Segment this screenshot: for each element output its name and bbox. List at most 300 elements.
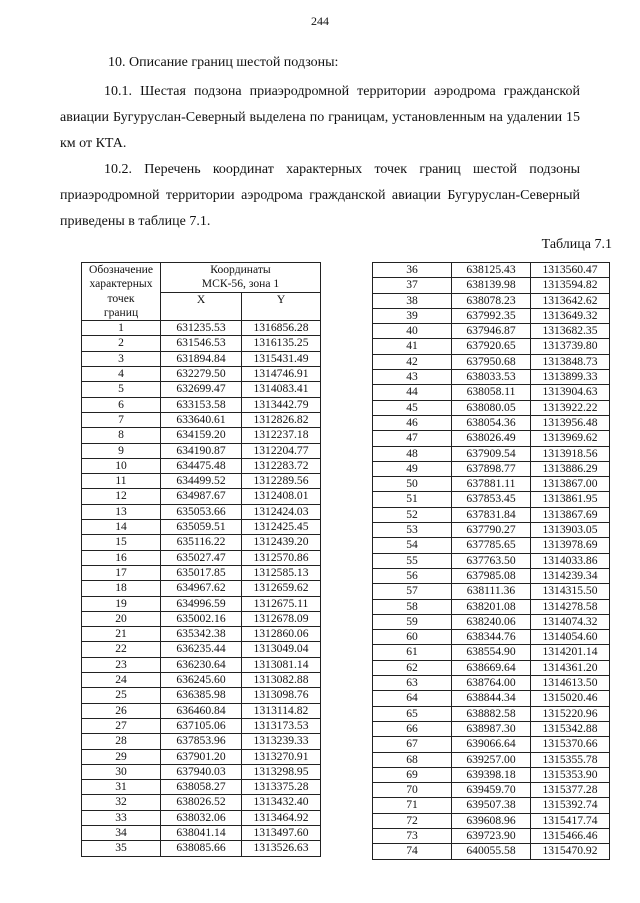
point-number-cell: 37: [373, 278, 452, 293]
point-number-cell: 42: [373, 354, 452, 369]
point-number-cell: 59: [373, 614, 452, 629]
table-row: [82, 703, 321, 718]
y-coordinate-cell: 1312289.56: [242, 474, 321, 489]
y-coordinate-cell: 1313497.60: [242, 825, 321, 840]
point-number-cell: 39: [373, 308, 452, 323]
y-coordinate-cell: 1314083.41: [242, 382, 321, 397]
y-coordinate-cell: 1315220.96: [531, 706, 610, 721]
point-number-cell: 45: [373, 400, 452, 415]
x-coordinate-cell: 634996.59: [161, 596, 242, 611]
y-coordinate-cell: 1313432.40: [242, 795, 321, 810]
point-number-cell: 9: [82, 443, 161, 458]
x-coordinate-cell: 633640.61: [161, 412, 242, 427]
table-row: [373, 767, 610, 782]
table-row: [373, 798, 610, 813]
point-number-cell: 73: [373, 828, 452, 843]
y-coordinate-cell: 1315342.88: [531, 721, 610, 736]
x-coordinate-cell: 638058.27: [161, 780, 242, 795]
x-coordinate-cell: 638058.11: [452, 385, 531, 400]
point-number-cell: 74: [373, 844, 452, 859]
section-heading: 10. Описание границ шестой подзоны:: [108, 55, 339, 70]
point-number-cell: 26: [82, 703, 161, 718]
table-row: [373, 492, 610, 507]
table-row: [373, 446, 610, 461]
x-coordinate-cell: 639066.64: [452, 737, 531, 752]
table-row: [373, 339, 610, 354]
x-coordinate-cell: 638764.00: [452, 676, 531, 691]
point-number-cell: 5: [82, 382, 161, 397]
table-row: [373, 691, 610, 706]
y-coordinate-cell: 1313560.47: [531, 263, 610, 278]
point-number-cell: 64: [373, 691, 452, 706]
x-coordinate-cell: 639398.18: [452, 767, 531, 782]
point-number-cell: 11: [82, 474, 161, 489]
y-coordinate-cell: 1313886.29: [531, 461, 610, 476]
point-number-cell: 66: [373, 721, 452, 736]
x-coordinate-cell: 635002.16: [161, 611, 242, 626]
table-row: [373, 614, 610, 629]
point-header: [82, 263, 161, 321]
table-row: [82, 673, 321, 688]
x-coordinate-cell: 633153.58: [161, 397, 242, 412]
table-row: [373, 783, 610, 798]
point-number-cell: 6: [82, 397, 161, 412]
point-header-line: точек: [107, 291, 135, 305]
point-number-cell: 67: [373, 737, 452, 752]
x-coordinate-cell: 637831.84: [452, 507, 531, 522]
y-coordinate-cell: 1312283.72: [242, 458, 321, 473]
point-number-cell: 63: [373, 676, 452, 691]
x-coordinate-cell: 636385.98: [161, 688, 242, 703]
page-number: 244: [311, 14, 329, 28]
table-row: [82, 520, 321, 535]
point-number-cell: 55: [373, 553, 452, 568]
y-coordinate-cell: 1314613.50: [531, 676, 610, 691]
table-row: [82, 382, 321, 397]
point-number-cell: 65: [373, 706, 452, 721]
y-coordinate-cell: 1314239.34: [531, 568, 610, 583]
x-coordinate-cell: 638344.76: [452, 630, 531, 645]
x-coordinate-cell: 634967.62: [161, 581, 242, 596]
point-number-cell: 44: [373, 385, 452, 400]
table-row: [373, 263, 610, 278]
table-row: [82, 397, 321, 412]
x-coordinate-cell: 638080.05: [452, 400, 531, 415]
table-caption: Таблица 7.1: [541, 237, 612, 252]
point-number-cell: 57: [373, 584, 452, 599]
x-coordinate-cell: 637985.08: [452, 568, 531, 583]
y-coordinate-cell: 1315377.28: [531, 783, 610, 798]
y-coordinate-cell: 1315355.78: [531, 752, 610, 767]
point-number-cell: 25: [82, 688, 161, 703]
x-coordinate-cell: 638201.08: [452, 599, 531, 614]
y-coordinate-cell: 1312678.09: [242, 611, 321, 626]
y-coordinate-cell: 1313239.33: [242, 734, 321, 749]
y-coordinate-cell: 1312425.45: [242, 520, 321, 535]
table-row: [373, 706, 610, 721]
y-coordinate-cell: 1315392.74: [531, 798, 610, 813]
x-coordinate-cell: 632279.50: [161, 367, 242, 382]
point-number-cell: 12: [82, 489, 161, 504]
table-row: [82, 550, 321, 565]
y-coordinate-cell: 1315466.46: [531, 828, 610, 843]
x-coordinate-cell: 635116.22: [161, 535, 242, 550]
table-row: [373, 354, 610, 369]
point-number-cell: 72: [373, 813, 452, 828]
x-coordinate-cell: 637898.77: [452, 461, 531, 476]
point-number-cell: 50: [373, 477, 452, 492]
table-row: [82, 443, 321, 458]
y-coordinate-cell: 1313899.33: [531, 370, 610, 385]
point-number-cell: 21: [82, 627, 161, 642]
table-row: [373, 828, 610, 843]
coords-header: [161, 263, 321, 293]
table-row: [373, 523, 610, 538]
x-coordinate-cell: 637853.45: [452, 492, 531, 507]
x-coordinate-cell: 637946.87: [452, 324, 531, 339]
table-row: [373, 507, 610, 522]
table-row: [82, 458, 321, 473]
point-number-cell: 16: [82, 550, 161, 565]
table-row: [82, 611, 321, 626]
x-coordinate-cell: 638033.53: [452, 370, 531, 385]
y-coordinate-cell: 1313904.63: [531, 385, 610, 400]
point-number-cell: 19: [82, 596, 161, 611]
y-coordinate-cell: 1315417.74: [531, 813, 610, 828]
y-coordinate-cell: 1312204.77: [242, 443, 321, 458]
x-header: X: [161, 292, 242, 321]
point-number-cell: 13: [82, 504, 161, 519]
x-coordinate-cell: 635017.85: [161, 565, 242, 580]
point-number-cell: 70: [373, 783, 452, 798]
y-coordinate-cell: 1312237.18: [242, 428, 321, 443]
y-coordinate-cell: 1313848.73: [531, 354, 610, 369]
point-number-cell: 29: [82, 749, 161, 764]
table-row: [373, 400, 610, 415]
point-number-cell: 36: [373, 263, 452, 278]
point-header-line: границ: [103, 305, 139, 319]
point-number-cell: 69: [373, 767, 452, 782]
x-coordinate-cell: 637901.20: [161, 749, 242, 764]
x-coordinate-cell: 634499.52: [161, 474, 242, 489]
y-coordinate-cell: 1313956.48: [531, 415, 610, 430]
y-coordinate-cell: 1313270.91: [242, 749, 321, 764]
point-number-cell: 61: [373, 645, 452, 660]
point-number-cell: 60: [373, 630, 452, 645]
y-coordinate-cell: 1313861.95: [531, 492, 610, 507]
table-row: [373, 645, 610, 660]
x-coordinate-cell: 634159.20: [161, 428, 242, 443]
y-coordinate-cell: 1314278.58: [531, 599, 610, 614]
x-coordinate-cell: 638085.66: [161, 841, 242, 856]
table-row: [82, 764, 321, 779]
x-coordinate-cell: 636235.44: [161, 642, 242, 657]
point-number-cell: 47: [373, 431, 452, 446]
table-row: [373, 324, 610, 339]
coords-header-line: Координаты: [210, 263, 271, 276]
point-number-cell: 27: [82, 718, 161, 733]
y-coordinate-cell: 1313442.79: [242, 397, 321, 412]
paragraph-10-2: 10.2. Перечень координат характерных точек границ шестой подзоны приаэродромной территории аэродрома гражданской авиации Бугуруслан-Северный приведены в таблице 7.1.: [60, 162, 580, 229]
point-number-cell: 2: [82, 336, 161, 351]
x-coordinate-cell: 638054.36: [452, 415, 531, 430]
point-header-line: Обозначение: [88, 263, 154, 276]
table-row: [82, 825, 321, 840]
point-number-cell: 17: [82, 565, 161, 580]
table-row: [373, 599, 610, 614]
table-row: [373, 431, 610, 446]
x-coordinate-cell: 638987.30: [452, 721, 531, 736]
y-coordinate-cell: 1313526.63: [242, 841, 321, 856]
table-row: [373, 813, 610, 828]
point-number-cell: 35: [82, 841, 161, 856]
y-coordinate-cell: 1312826.82: [242, 412, 321, 427]
point-number-cell: 15: [82, 535, 161, 550]
x-coordinate-cell: 638041.14: [161, 825, 242, 840]
table-row: [82, 581, 321, 596]
y-coordinate-cell: 1312585.13: [242, 565, 321, 580]
table-row: [82, 627, 321, 642]
point-number-cell: 40: [373, 324, 452, 339]
x-coordinate-cell: 638111.36: [452, 584, 531, 599]
table-row: [82, 321, 321, 336]
point-number-cell: 4: [82, 367, 161, 382]
point-number-cell: 52: [373, 507, 452, 522]
x-coordinate-cell: 634475.48: [161, 458, 242, 473]
x-coordinate-cell: 635059.51: [161, 520, 242, 535]
x-coordinate-cell: 639257.00: [452, 752, 531, 767]
point-number-cell: 56: [373, 568, 452, 583]
table-row: [82, 718, 321, 733]
y-coordinate-cell: 1313594.82: [531, 278, 610, 293]
y-coordinate-cell: 1314361.20: [531, 660, 610, 675]
table-row: [82, 367, 321, 382]
x-coordinate-cell: 637785.65: [452, 538, 531, 553]
table-row: [373, 676, 610, 691]
table-row: [373, 584, 610, 599]
y-coordinate-cell: 1313082.88: [242, 673, 321, 688]
point-number-cell: 48: [373, 446, 452, 461]
y-coordinate-cell: 1314054.60: [531, 630, 610, 645]
point-number-cell: 32: [82, 795, 161, 810]
table-row: [82, 734, 321, 749]
paragraph-10-1: 10.1. Шестая подзона приаэродромной территории аэродрома гражданской авиации Бугуруслан-Северный выделена по границам, установленным на удалении 15 км от КТА.: [60, 84, 580, 151]
table-row: [373, 370, 610, 385]
y-coordinate-cell: 1313739.80: [531, 339, 610, 354]
y-coordinate-cell: 1313918.56: [531, 446, 610, 461]
x-coordinate-cell: 637909.54: [452, 446, 531, 461]
table-row: [82, 795, 321, 810]
x-coordinate-cell: 638139.98: [452, 278, 531, 293]
point-number-cell: 34: [82, 825, 161, 840]
x-coordinate-cell: 638882.58: [452, 706, 531, 721]
table-row: [373, 660, 610, 675]
point-number-cell: 23: [82, 657, 161, 672]
y-coordinate-cell: 1313969.62: [531, 431, 610, 446]
x-coordinate-cell: 639507.38: [452, 798, 531, 813]
x-coordinate-cell: 635027.47: [161, 550, 242, 565]
point-number-cell: 24: [82, 673, 161, 688]
y-coordinate-cell: 1315470.92: [531, 844, 610, 859]
table-row: [82, 642, 321, 657]
y-coordinate-cell: 1315370.66: [531, 737, 610, 752]
x-coordinate-cell: 638026.52: [161, 795, 242, 810]
x-coordinate-cell: 638844.34: [452, 691, 531, 706]
table-row: [373, 553, 610, 568]
y-coordinate-cell: 1313649.32: [531, 308, 610, 323]
table-row: [82, 810, 321, 825]
point-number-cell: 33: [82, 810, 161, 825]
table-row: [82, 489, 321, 504]
y-coordinate-cell: 1312424.03: [242, 504, 321, 519]
point-number-cell: 71: [373, 798, 452, 813]
y-coordinate-cell: 1312439.20: [242, 535, 321, 550]
y-coordinate-cell: 1313081.14: [242, 657, 321, 672]
y-coordinate-cell: 1312408.01: [242, 489, 321, 504]
table-row: [373, 630, 610, 645]
x-coordinate-cell: 638125.43: [452, 263, 531, 278]
table-row: [82, 428, 321, 443]
y-coordinate-cell: 1313978.69: [531, 538, 610, 553]
table-row: [82, 688, 321, 703]
y-coordinate-cell: 1313375.28: [242, 780, 321, 795]
point-number-cell: 7: [82, 412, 161, 427]
y-coordinate-cell: 1313922.22: [531, 400, 610, 415]
right-table-body: [373, 263, 610, 860]
y-coordinate-cell: 1315020.46: [531, 691, 610, 706]
coordinates-table-right: [372, 262, 610, 860]
point-number-cell: 28: [82, 734, 161, 749]
y-coordinate-cell: 1312659.62: [242, 581, 321, 596]
point-number-cell: 68: [373, 752, 452, 767]
y-coordinate-cell: 1313464.92: [242, 810, 321, 825]
y-coordinate-cell: 1312570.86: [242, 550, 321, 565]
point-number-cell: 49: [373, 461, 452, 476]
point-number-cell: 8: [82, 428, 161, 443]
x-coordinate-cell: 631894.84: [161, 351, 242, 366]
point-number-cell: 31: [82, 780, 161, 795]
x-coordinate-cell: 637881.11: [452, 477, 531, 492]
coordinates-table-left: [81, 262, 321, 857]
point-header-line: характерных: [89, 277, 153, 291]
table-row: [82, 657, 321, 672]
x-coordinate-cell: 637790.27: [452, 523, 531, 538]
point-number-cell: 30: [82, 764, 161, 779]
table-row: [373, 752, 610, 767]
y-coordinate-cell: 1313114.82: [242, 703, 321, 718]
table-row: [82, 780, 321, 795]
x-coordinate-cell: 637950.68: [452, 354, 531, 369]
y-coordinate-cell: 1315431.49: [242, 351, 321, 366]
table-row: [82, 565, 321, 580]
y-coordinate-cell: 1313682.35: [531, 324, 610, 339]
table-row: [373, 293, 610, 308]
x-coordinate-cell: 637992.35: [452, 308, 531, 323]
y-coordinate-cell: 1316856.28: [242, 321, 321, 336]
point-number-cell: 20: [82, 611, 161, 626]
y-coordinate-cell: 1314315.50: [531, 584, 610, 599]
y-coordinate-cell: 1315353.90: [531, 767, 610, 782]
table-row: [82, 535, 321, 550]
x-coordinate-cell: 635053.66: [161, 504, 242, 519]
point-number-cell: 46: [373, 415, 452, 430]
coords-header-line: МСК-56, зона 1: [201, 277, 280, 291]
x-coordinate-cell: 638669.64: [452, 660, 531, 675]
point-number-cell: 1: [82, 321, 161, 336]
point-number-cell: 10: [82, 458, 161, 473]
y-header: Y: [242, 292, 321, 321]
x-coordinate-cell: 639723.90: [452, 828, 531, 843]
x-coordinate-cell: 631235.53: [161, 321, 242, 336]
table-row: [82, 596, 321, 611]
x-coordinate-cell: 636230.64: [161, 657, 242, 672]
y-coordinate-cell: 1314746.91: [242, 367, 321, 382]
table-row: [373, 415, 610, 430]
x-coordinate-cell: 637763.50: [452, 553, 531, 568]
point-number-cell: 41: [373, 339, 452, 354]
y-coordinate-cell: 1313642.62: [531, 293, 610, 308]
table-row: [373, 721, 610, 736]
x-coordinate-cell: 631546.53: [161, 336, 242, 351]
table-row: [82, 474, 321, 489]
x-coordinate-cell: 632699.47: [161, 382, 242, 397]
y-coordinate-cell: 1314201.14: [531, 645, 610, 660]
y-coordinate-cell: 1313867.00: [531, 477, 610, 492]
x-coordinate-cell: 640055.58: [452, 844, 531, 859]
table-row: [373, 538, 610, 553]
x-coordinate-cell: 637105.06: [161, 718, 242, 733]
x-coordinate-cell: 634190.87: [161, 443, 242, 458]
x-coordinate-cell: 634987.67: [161, 489, 242, 504]
point-number-cell: 38: [373, 293, 452, 308]
x-coordinate-cell: 638554.90: [452, 645, 531, 660]
point-number-cell: 43: [373, 370, 452, 385]
x-coordinate-cell: 637853.96: [161, 734, 242, 749]
left-table-body: [82, 321, 321, 856]
y-coordinate-cell: 1312860.06: [242, 627, 321, 642]
table-row: [373, 461, 610, 476]
point-number-cell: 18: [82, 581, 161, 596]
point-number-cell: 22: [82, 642, 161, 657]
table-row: [373, 308, 610, 323]
table-row: [82, 841, 321, 856]
table-row: [373, 278, 610, 293]
y-coordinate-cell: 1313903.05: [531, 523, 610, 538]
x-coordinate-cell: 637940.03: [161, 764, 242, 779]
x-coordinate-cell: 636245.60: [161, 673, 242, 688]
table-row: [373, 568, 610, 583]
point-number-cell: 53: [373, 523, 452, 538]
point-number-cell: 51: [373, 492, 452, 507]
x-coordinate-cell: 638240.06: [452, 614, 531, 629]
point-number-cell: 14: [82, 520, 161, 535]
x-coordinate-cell: 638026.49: [452, 431, 531, 446]
point-number-cell: 54: [373, 538, 452, 553]
point-number-cell: 62: [373, 660, 452, 675]
y-coordinate-cell: 1313173.53: [242, 718, 321, 733]
x-coordinate-cell: 638032.06: [161, 810, 242, 825]
x-coordinate-cell: 639459.70: [452, 783, 531, 798]
y-coordinate-cell: 1314074.32: [531, 614, 610, 629]
x-coordinate-cell: 638078.23: [452, 293, 531, 308]
table-row: [373, 737, 610, 752]
table-row: [82, 749, 321, 764]
y-coordinate-cell: 1313049.04: [242, 642, 321, 657]
table-row: [373, 844, 610, 859]
y-coordinate-cell: 1313298.95: [242, 764, 321, 779]
y-coordinate-cell: 1313867.69: [531, 507, 610, 522]
y-coordinate-cell: 1316135.25: [242, 336, 321, 351]
